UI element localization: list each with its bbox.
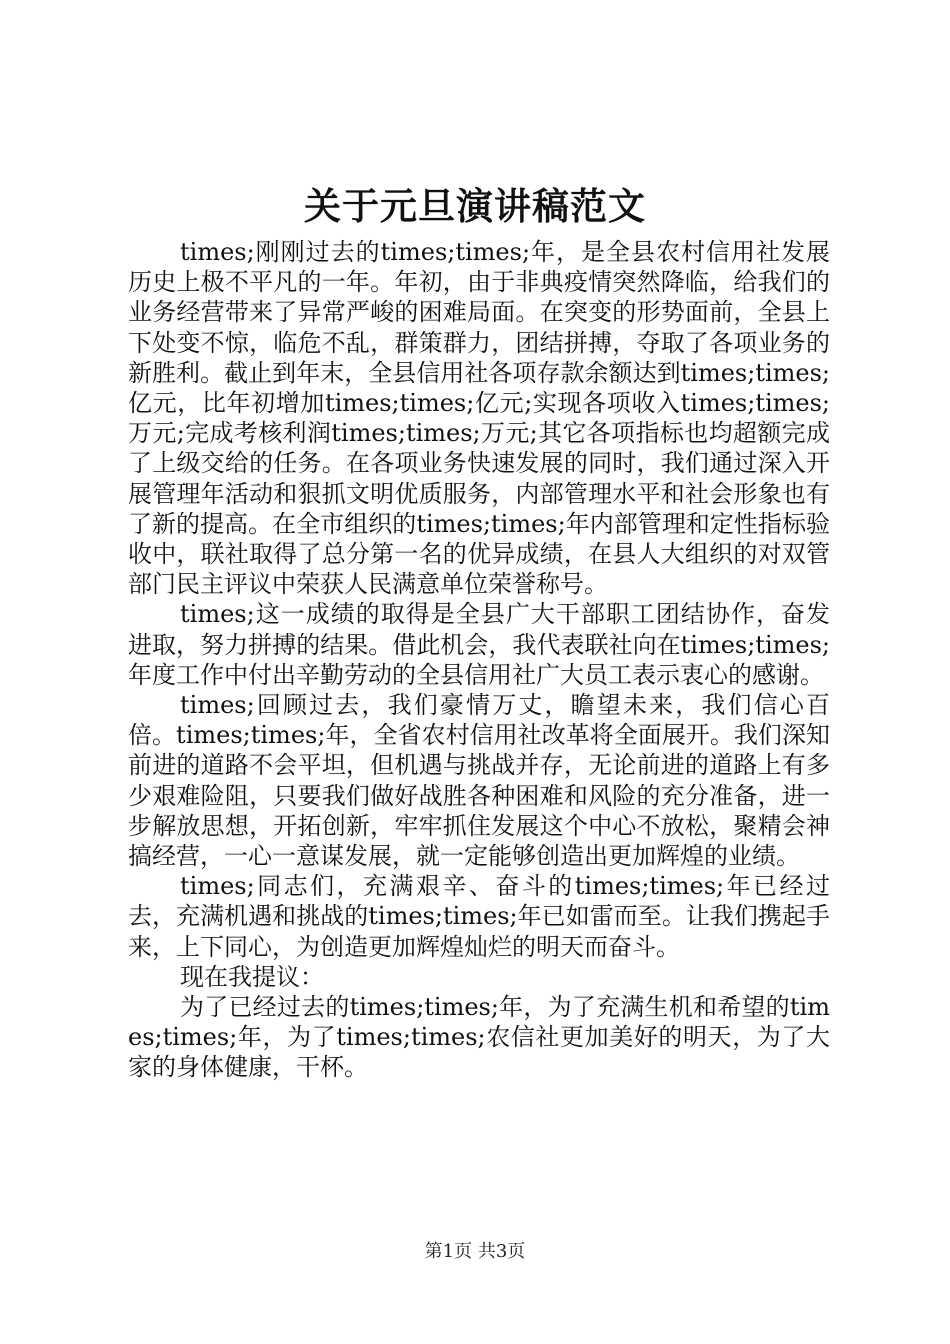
paragraph-3: times;回顾过去，我们豪情万丈，瞻望未来，我们信心百倍。times;times;年，全省农村信用社改革将全面展开。我们深知前进的道路不会平坦，但机遇与挑战并存，无论前进的道路上有多少艰难险阻，只要我们做好战胜各种困难和风险的充分准备，进一步解放思想，开拓创新，牢牢抓住发展这个中心不放松，聚精会神搞经营，一心一意谋发展，就一定能够创造出更加辉煌的业绩。 <box>128 691 830 871</box>
document-body <box>128 237 830 1083</box>
page-footer: 第1页 共3页 <box>424 1241 526 1262</box>
paragraph-5: 现在我提议： <box>180 962 324 991</box>
document-title: 关于元旦演讲稿范文 <box>304 184 646 228</box>
paragraph-6: 为了已经过去的times;times;年，为了充满生机和希望的times;times;年，为了times;times;农信社更加美好的明天，为了大家的身体健康，干杯。 <box>128 993 830 1082</box>
paragraph-1: times;刚刚过去的times;times;年，是全县农村信用社发展历史上极不平凡的一年。年初，由于非典疫情突然降临，给我们的业务经营带来了异常严峻的困难局面。在突变的形势面前，全县上下处变不惊，临危不乱，群策群力，团结拼搏，夺取了各项业务的新胜利。截止到年末，全县信用社各项存款余额达到times;times;亿元，比年初增加times;times;亿元;实现各项收入times;times;万元;完成考核利润times;times;万元;其它各项指标也均超额完成了上级交给的任务。在各项业务快速发展的同时，我们通过深入开展管理年活动和狠抓文明优质服务，内部管理水平和社会形象也有了新的提高。在全市组织的times;times;年内部管理和定性指标验收中，联社取得了总分第一名的优异成绩，在县人大组织的对双管部门民主评议中荣获人民满意单位荣誉称号。 <box>128 238 830 599</box>
paragraph-4: times;同志们，充满艰辛、奋斗的times;times;年已经过去，充满机遇和挑战的times;times;年已如雷而至。让我们携起手来，上下同心，为创造更加辉煌灿烂的明天而奋斗。 <box>128 872 830 961</box>
paragraph-2: times;这一成绩的取得是全县广大干部职工团结协作，奋发进取，努力拼搏的结果。借此机会，我代表联社向在times;times;年度工作中付出辛勤劳动的全县信用社广大员工表示衷心的感谢。 <box>128 600 830 689</box>
